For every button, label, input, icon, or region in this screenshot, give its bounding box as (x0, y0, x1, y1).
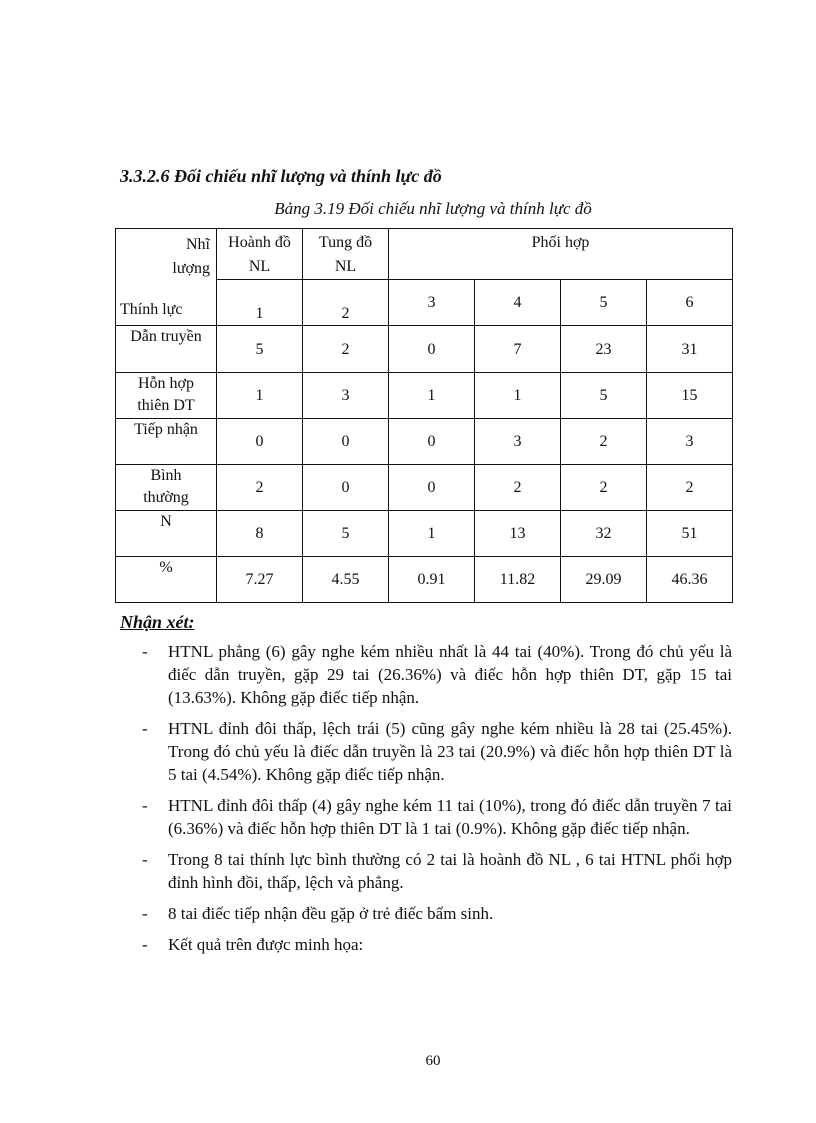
table-cell: 3 (475, 419, 561, 465)
table-cell: 0 (389, 419, 475, 465)
bullet-dash: - (142, 719, 148, 738)
list-item-text: HTNL phẳng (6) gây nghe kém nhiều nhất là 44 tai (40%). Trong đó chủ yếu là điếc dẫn truyền, gặp 29 tai (26.36%) và điếc hỗn hợp thiên DT, gặp 15 tai (13.63%). Không gặp điếc tiếp nhận. (168, 642, 732, 707)
table-cell: 15 (647, 373, 733, 419)
table-cell: 23 (561, 326, 647, 373)
table-cell: 4.55 (303, 557, 389, 603)
table-cell: 1 (389, 373, 475, 419)
table-cell: 0 (303, 465, 389, 511)
column-number-4: 4 (475, 280, 561, 326)
bullet-dash: - (142, 796, 148, 815)
table-cell: 0 (217, 419, 303, 465)
table-cell: 5 (303, 511, 389, 557)
column-number-2: 2 (303, 280, 389, 326)
list-item (142, 902, 732, 925)
list-item-text: Trong 8 tai thính lực bình thường có 2 tai là hoành đồ NL , 6 tai HTNL phối hợp đỉnh hình đồi, thấp, lệch và phẳng. (168, 850, 732, 892)
table-row-binh-thuong (116, 465, 733, 511)
column-number-5: 5 (561, 280, 647, 326)
list-item (142, 848, 732, 894)
table-cell: 3 (303, 373, 389, 419)
row-label: Dẫn truyền (116, 326, 217, 373)
table-cell: 1 (217, 373, 303, 419)
section-title: 3.3.2.6 Đối chiếu nhĩ lượng và thính lực đồ (120, 166, 442, 186)
page-number: 60 (425, 1053, 441, 1069)
row-label: N (116, 511, 217, 557)
table-cell: 32 (561, 511, 647, 557)
header-hoanh-do: Hoành đồ NL (217, 229, 303, 280)
bullet-dash: - (142, 642, 148, 661)
table-cell: 0 (303, 419, 389, 465)
table-row-hon-hop (116, 373, 733, 419)
table-cell: 29.09 (561, 557, 647, 603)
table-corner-cell (116, 229, 217, 326)
row-label: Hỗn hợp thiên DT (116, 373, 217, 419)
table-cell: 2 (561, 465, 647, 511)
table-cell: 5 (217, 326, 303, 373)
table-cell: 46.36 (647, 557, 733, 603)
list-item (142, 933, 732, 956)
table-cell: 51 (647, 511, 733, 557)
table-cell: 0 (389, 326, 475, 373)
table-cell: 13 (475, 511, 561, 557)
header-tung-do: Tung đồ NL (303, 229, 389, 280)
list-item (142, 794, 732, 840)
row-label: Tiếp nhận (116, 419, 217, 465)
table-cell: 7.27 (217, 557, 303, 603)
table-cell: 5 (561, 373, 647, 419)
table-cell: 3 (647, 419, 733, 465)
table-row-n (116, 511, 733, 557)
table-cell: 2 (303, 326, 389, 373)
list-item-text: 8 tai điếc tiếp nhận đều gặp ở trẻ điếc bẩm sinh. (168, 904, 494, 923)
table-caption: Bảng 3.19 Đối chiếu nhĩ lượng và thính lực đồ (274, 199, 592, 218)
corner-bottom-label: Thính lực (120, 301, 183, 318)
table-cell: 7 (475, 326, 561, 373)
table-row-dan-truyen (116, 326, 733, 373)
table-header-row (116, 229, 733, 280)
list-item-text: Kết quả trên được minh họa: (168, 935, 364, 954)
table-cell: 2 (217, 465, 303, 511)
bullet-dash: - (142, 850, 148, 869)
table-cell: 8 (217, 511, 303, 557)
bullet-dash: - (142, 904, 148, 923)
table-row-percent (116, 557, 733, 603)
table-cell: 11.82 (475, 557, 561, 603)
bullet-dash: - (142, 935, 148, 954)
table-cell: 1 (475, 373, 561, 419)
column-number-3: 3 (389, 280, 475, 326)
list-item-text: HTNL đỉnh đôi thấp (4) gây nghe kém 11 tai (10%), trong đó điếc dẫn truyền 7 tai (6.36%) và điếc hỗn hợp thiên DT là 1 tai (0.9%). Không gặp điếc tiếp nhận. (168, 796, 732, 838)
row-label: % (116, 557, 217, 603)
header-phoi-hop: Phối hợp (389, 229, 733, 280)
table-row-tiep-nhan (116, 419, 733, 465)
corner-top-label: Nhĩ lượng (172, 236, 210, 277)
list-item-text: HTNL đỉnh đôi thấp, lệch trái (5) cũng gây nghe kém nhiều là 28 tai (25.45%). Trong đó chủ yếu là điếc dẫn truyền là 23 tai (20.9%) và điếc hỗn hợp thiên DT là 5 tai (4.54%). Không gặp điếc tiếp nhận. (168, 719, 732, 784)
table-cell: 2 (647, 465, 733, 511)
column-number-1: 1 (217, 280, 303, 326)
remarks-list (142, 640, 732, 964)
table-cell: 0 (389, 465, 475, 511)
table-cell: 1 (389, 511, 475, 557)
table-cell: 0.91 (389, 557, 475, 603)
list-item (142, 717, 732, 786)
list-item (142, 640, 732, 709)
comparison-table (115, 228, 733, 603)
table-cell: 31 (647, 326, 733, 373)
table-cell: 2 (475, 465, 561, 511)
column-number-6: 6 (647, 280, 733, 326)
remarks-title: Nhận xét: (120, 612, 195, 632)
row-label: Bình thường (116, 465, 217, 511)
table-cell: 2 (561, 419, 647, 465)
